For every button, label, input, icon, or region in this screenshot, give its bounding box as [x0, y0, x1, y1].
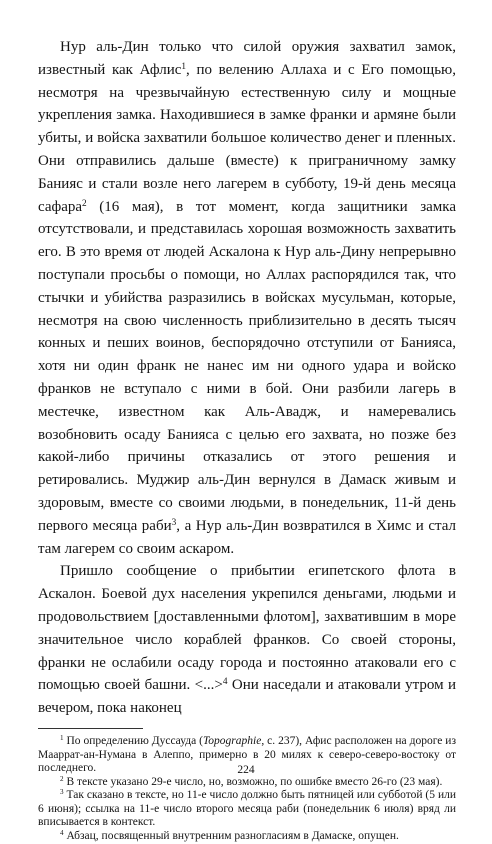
- body-paragraph: [38, 36, 456, 560]
- text-run: , по велению Аллаха и с Его помощью, несмотря на чрезвычайную естественную силу и мощные укрепления замка. Находившиеся в замке франки и армяне были убиты, и войска захватили большое количество денег и пленных. Они отправились дальше (вместе) к приграничному замку Банияс и стали возле него лагерем в субботу, 19-й день месяца сафара: [38, 61, 456, 215]
- text-run: В тексте указано 29-е число, но, возможно, по ошибке вместо 26-го (23 мая).: [63, 775, 443, 788]
- text-run: Пришло сообщение о прибытии египетского флота в Аскалон. Боевой дух населения укрепился деньгами, людьми и продовольствием [доставленными флотом], захватившим в море значительное число кораблей франков. Со своей стороны, франки не ослабили осаду города и постоянно атаковали его с помощью своей башни. <...>: [38, 563, 456, 694]
- text-run: , с. 237), Афис расположен на дороге из Мааррат-ан-Нумана в Алеппо, примерно в 20 милях к северо-северо-востоку от последнего.: [38, 734, 457, 775]
- text-run: По определению Дуссауда (: [63, 734, 203, 747]
- text-run: (16 мая), в тот момент, когда защитники замка отсутствовали, и представилась хорошая возможность захватить его. В это время от людей Аскалона к Нур аль-Дину непрерывно поступали просьбы о помощи, но Аллах распорядился так, что стычки и убийства разразились в войсках мусульман, которые, несмотря на свою численность приблизительно в десять тысяч конных и пеших воинов, беспорядочно отступили от Банияса, хотя ни один франк не нанес им ни одного удара и войско франков не вступало с ними в бой. Они разбили лагерь в местечке, известном как Аль-Авадж, и намеревались возобновить осаду Банияса с целью его захвата, но позже без какой-либо причины отказались от этого решения и ретировались. Муджир аль-Дин вернулся в Дамаск живым и здоровым, вместе со своими людьми, в понедельник, 11-й день первого месяца раби: [38, 198, 456, 534]
- book-page: [38, 36, 456, 844]
- text-run: , а Нур аль-Дин возвратился в Химс и стал там лагерем со своим аскаром.: [38, 517, 457, 557]
- footnote: [38, 830, 456, 844]
- footnote-marker: 4: [60, 829, 64, 838]
- footnote: [38, 789, 456, 830]
- footnote-marker: 2: [82, 198, 87, 209]
- body-paragraph: [38, 560, 456, 720]
- italic-title: Topographie: [202, 734, 262, 747]
- footnote-marker: 2: [60, 774, 64, 783]
- text-run: Нур аль-Дин только что силой оружия захватил замок, известный как Афлис: [38, 39, 456, 78]
- footnote-separator: [38, 728, 143, 729]
- text-run: Так сказано в тексте, но 11-е число должно быть пятницей или субботой (5 или 6 июня); ссылка на 11-е число второго месяца раби (понедельник 6 июля) вряд ли вписывается в контекст.: [38, 789, 456, 829]
- footnotes: [38, 735, 456, 844]
- footnote-marker: 4: [222, 677, 228, 688]
- footnote: [38, 776, 456, 790]
- page-number: 224: [237, 764, 255, 776]
- main-text: [38, 36, 456, 720]
- text-run: Они наседали и атаковали утром и вечером, пока наконец: [38, 677, 457, 717]
- footnote-marker: 1: [181, 61, 187, 72]
- text-run: Абзац, посвященный внутренним разногласиям в Дамаске, опущен.: [63, 830, 399, 843]
- footnote-marker: 3: [171, 517, 177, 528]
- footnote-marker: 3: [60, 788, 64, 797]
- footnote-marker: 1: [60, 734, 64, 742]
